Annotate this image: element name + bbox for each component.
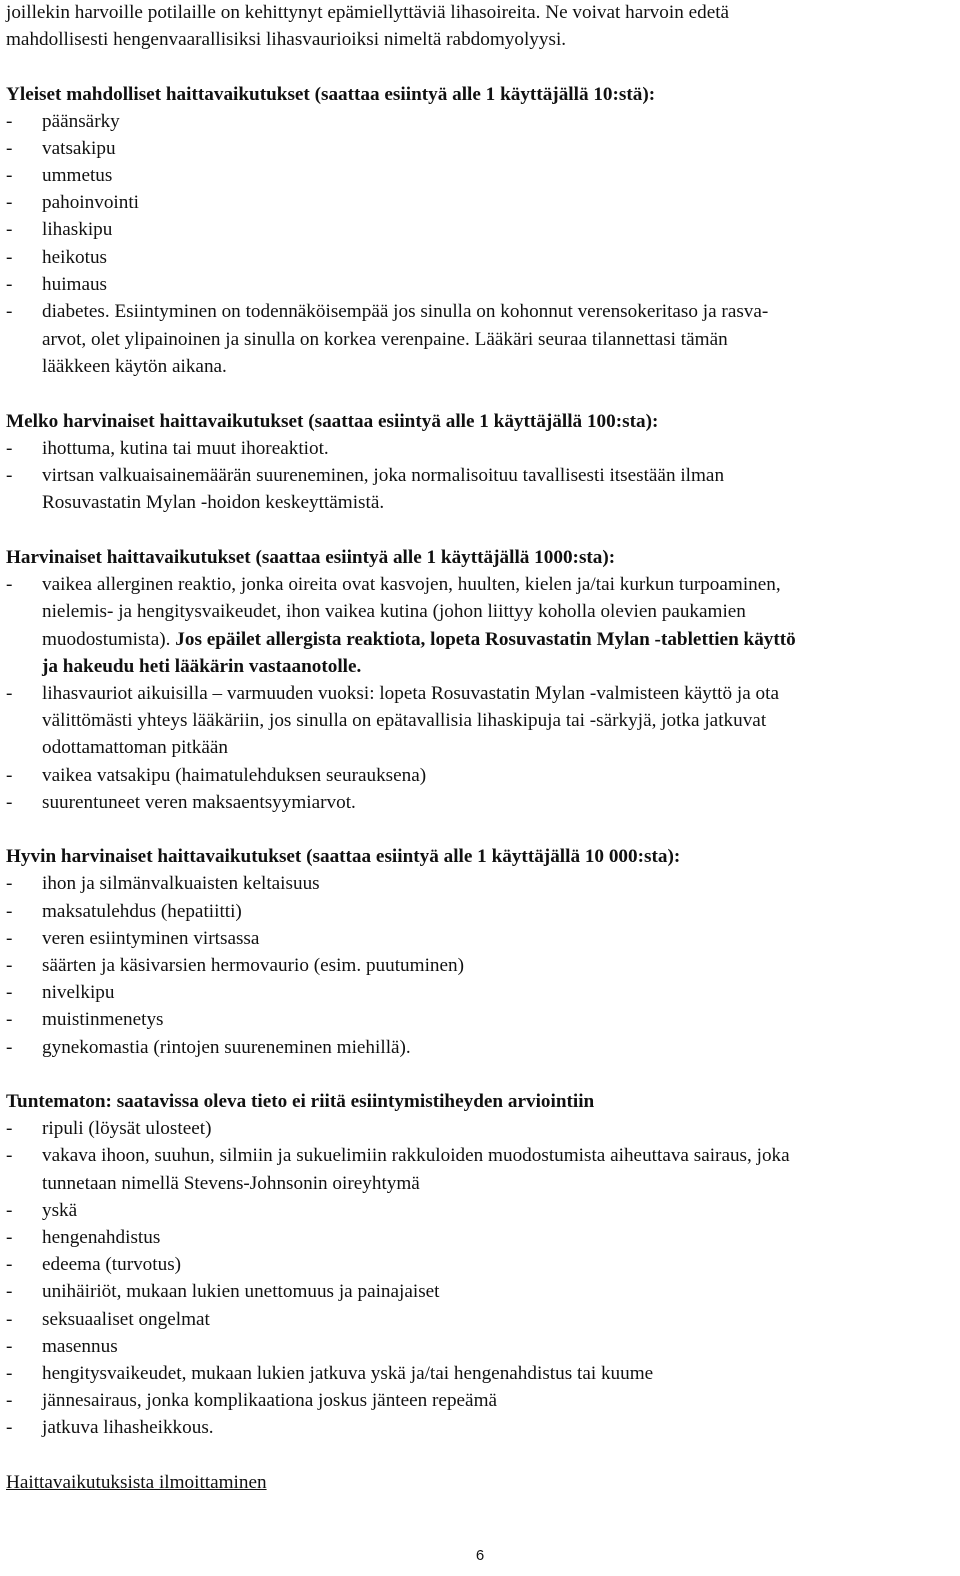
list-item-muscle: - lihasvauriot aikuisilla – varmuuden vuoksi: lopeta Rosuvastatin Mylan -valmisteen käyttö ja ota <box>6 683 779 704</box>
allergy-warning: Jos epäilet allergista reaktiota, lopeta Rosuvastatin Mylan -tablettien käyttö <box>175 629 796 650</box>
intro-line-2: mahdollisesti hengenvaarallisiksi lihasvaurioiksi nimeltä rabdomyolyysi. <box>6 29 567 50</box>
list-item-allergy-cont: muodostumista). Jos epäilet allergista reaktiota, lopeta Rosuvastatin Mylan -tablettien käyttö <box>42 629 796 650</box>
list-item: - nivelkipu <box>6 982 115 1003</box>
list-item: - unihäiriöt, mukaan lukien unettomuus ja painajaiset <box>6 1281 440 1302</box>
list-item-allergy: - vaikea allerginen reaktio, jonka oireita ovat kasvojen, huulten, kielen ja/tai kurkun turpoaminen, <box>6 574 781 595</box>
list-item: - veren esiintyminen virtsassa <box>6 928 260 949</box>
reporting-link[interactable]: Haittavaikutuksista ilmoittaminen <box>6 1472 267 1493</box>
very-rare-heading: Hyvin harvinaiset haittavaikutukset (saattaa esiintyä alle 1 käyttäjällä 10 000:sta): <box>6 846 681 867</box>
list-item: - hengitysvaikeudet, mukaan lukien jatkuva yskä ja/tai hengenahdistus tai kuume <box>6 1363 654 1384</box>
list-item: - päänsärky <box>6 111 120 132</box>
list-item: - ihottuma, kutina tai muut ihoreaktiot. <box>6 438 329 459</box>
list-item-muscle-cont: välittömästi yhteys lääkäriin, jos sinulla on epätavallisia lihaskipuja tai -särkyjä, jotka jatkuvat <box>42 710 767 731</box>
list-item: - yskä <box>6 1200 78 1221</box>
list-item-sjs-cont: tunnetaan nimellä Stevens-Johnsonin oireyhtymä <box>42 1173 420 1194</box>
list-item-allergy-cont: nielemis- ja hengitysvaikeudet, ihon vaikea kutina (johon liittyy koholla olevien paukamien <box>42 601 746 622</box>
list-item: - muistinmenetys <box>6 1009 164 1030</box>
list-item: - heikotus <box>6 247 108 268</box>
list-item: - ummetus <box>6 165 113 186</box>
list-item: - edeema (turvotus) <box>6 1254 182 1275</box>
list-item: - seksuaaliset ongelmat <box>6 1309 210 1330</box>
list-item: - masennus <box>6 1336 118 1357</box>
list-item: - pahoinvointi <box>6 192 139 213</box>
list-item: - gynekomastia (rintojen suureneminen miehillä). <box>6 1037 411 1058</box>
list-item: - virtsan valkuaisainemäärän suureneminen, joka normalisoituu tavallisesti itsestään ilman <box>6 465 725 486</box>
list-item: - vaikea vatsakipu (haimatulehduksen seurauksena) <box>6 765 427 786</box>
list-item-sjs: - vakava ihoon, suuhun, silmiin ja sukuelimiin rakkuloiden muodostumista aiheuttava sairaus, joka <box>6 1145 790 1166</box>
list-item: - lihaskipu <box>6 219 113 240</box>
list-item-diabetes: - diabetes. Esiintyminen on todennäköisempää jos sinulla on kohonnut verensokeritaso ja rasva- <box>6 301 769 322</box>
intro-line-1: joillekin harvoille potilaille on kehittynyt epämiellyttäviä lihasoireita. Ne voivat harvoin edetä <box>6 2 730 23</box>
uncommon-heading: Melko harvinaiset haittavaikutukset (saattaa esiintyä alle 1 käyttäjällä 100:sta): <box>6 411 659 432</box>
list-item-cont: Rosuvastatin Mylan -hoidon keskeyttämistä. <box>42 492 385 513</box>
list-item: - maksatulehdus (hepatiitti) <box>6 901 242 922</box>
list-item: - hengenahdistus <box>6 1227 161 1248</box>
list-item: - jännesairaus, jonka komplikaationa joskus jänteen repeämä <box>6 1390 498 1411</box>
rare-heading: Harvinaiset haittavaikutukset (saattaa esiintyä alle 1 käyttäjällä 1000:sta): <box>6 547 616 568</box>
list-item: - ihon ja silmänvalkuaisten keltaisuus <box>6 873 320 894</box>
unknown-heading: Tuntematon: saatavissa oleva tieto ei riitä esiintymistiheyden arviointiin <box>6 1091 595 1112</box>
allergy-warning-cont: ja hakeudu heti lääkärin vastaanotolle. <box>42 656 362 677</box>
list-item-diabetes-cont: arvot, olet ylipainoinen ja sinulla on korkea verenpaine. Lääkäri seuraa tilannettasi tämän <box>42 329 728 350</box>
list-item: - vatsakipu <box>6 138 116 159</box>
list-item-diabetes-cont: lääkkeen käytön aikana. <box>42 356 227 377</box>
list-item-muscle-cont: odottamattoman pitkään <box>42 737 228 758</box>
list-item: - säärten ja käsivarsien hermovaurio (esim. puutuminen) <box>6 955 464 976</box>
list-item: - huimaus <box>6 274 108 295</box>
page-number: 6 <box>475 1547 485 1564</box>
common-heading: Yleiset mahdolliset haittavaikutukset (saattaa esiintyä alle 1 käyttäjällä 10:stä): <box>6 84 656 105</box>
list-item: - ripuli (löysät ulosteet) <box>6 1118 212 1139</box>
list-item: - jatkuva lihasheikkous. <box>6 1417 214 1438</box>
list-item: - suurentuneet veren maksaentsyymiarvot. <box>6 792 356 813</box>
